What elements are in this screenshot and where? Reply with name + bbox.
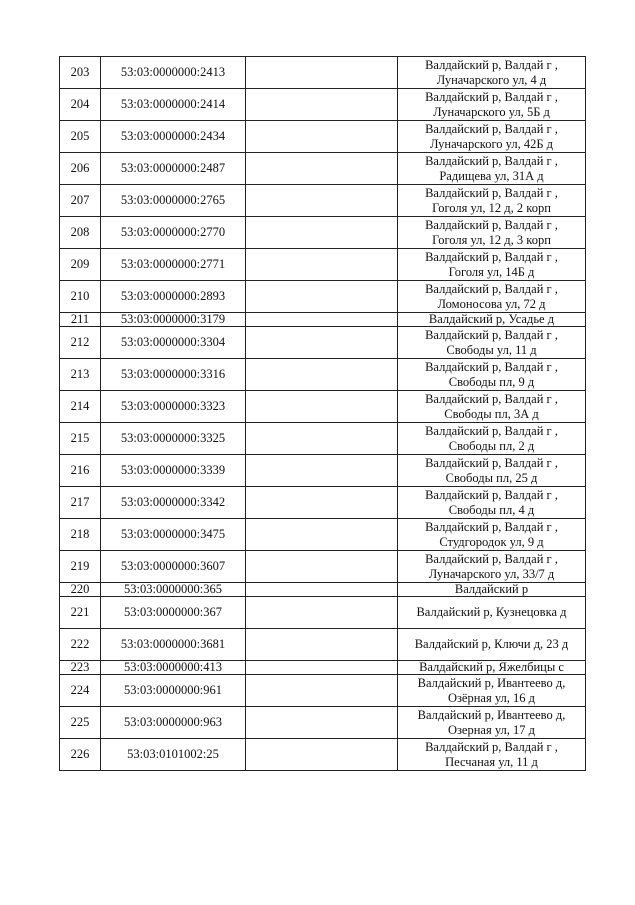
property-registry-table [59, 56, 586, 771]
cadastral-number: 53:03:0101002:25 [101, 739, 246, 771]
address-line: Луначарского ул, 33/7 д [428, 566, 555, 581]
empty-cell [246, 519, 398, 551]
row-number: 223 [60, 661, 101, 675]
table-row [60, 89, 586, 121]
address-line: Валдайский р, Усадье д [428, 312, 555, 326]
empty-cell [246, 281, 398, 313]
address-cell [398, 675, 586, 707]
cadastral-number: 53:03:0000000:3607 [101, 551, 246, 583]
address-line: Валдайский р, Валдай г , [425, 519, 558, 534]
address-line: Валдайский р, Ивантеево д, [417, 707, 566, 722]
address-cell [398, 217, 586, 249]
cadastral-number: 53:03:0000000:963 [101, 707, 246, 739]
address-cell [398, 249, 586, 281]
address-line: Валдайский р, Валдай г , [425, 185, 558, 200]
cadastral-number: 53:03:0000000:2413 [101, 57, 246, 89]
address-line: Валдайский р [454, 582, 529, 596]
table-row [60, 629, 586, 661]
row-number: 210 [60, 281, 101, 313]
address-line: Валдайский р, Валдай г , [425, 551, 558, 566]
cadastral-number: 53:03:0000000:3179 [101, 313, 246, 327]
address-line: Свободы пл, 3А д [444, 406, 539, 421]
row-number: 222 [60, 629, 101, 661]
address-cell [398, 739, 586, 771]
cadastral-number: 53:03:0000000:3681 [101, 629, 246, 661]
table-row [60, 327, 586, 359]
address-line: Валдайский р, Валдай г , [425, 359, 558, 374]
empty-cell [246, 707, 398, 739]
cadastral-number: 53:03:0000000:2893 [101, 281, 246, 313]
cadastral-number: 53:03:0000000:961 [101, 675, 246, 707]
table-row [60, 597, 586, 629]
address-cell [398, 455, 586, 487]
row-number: 224 [60, 675, 101, 707]
address-cell [398, 327, 586, 359]
row-number: 221 [60, 597, 101, 629]
table-row [60, 423, 586, 455]
empty-cell [246, 423, 398, 455]
cadastral-number: 53:03:0000000:3339 [101, 455, 246, 487]
address-line: Валдайский р, Валдай г , [425, 89, 558, 104]
address-line: Свободы пл, 4 д [448, 502, 535, 517]
row-number: 213 [60, 359, 101, 391]
empty-cell [246, 185, 398, 217]
row-number: 225 [60, 707, 101, 739]
table-row [60, 583, 586, 597]
address-cell [398, 661, 586, 675]
row-number: 203 [60, 57, 101, 89]
table-row [60, 121, 586, 153]
address-line: Свободы пл, 9 д [448, 374, 535, 389]
address-cell [398, 519, 586, 551]
address-line: Валдайский р, Ивантеево д, [417, 675, 566, 690]
row-number: 212 [60, 327, 101, 359]
address-line: Луначарского ул, 4 д [436, 72, 547, 87]
row-number: 207 [60, 185, 101, 217]
address-line: Озерная ул, 17 д [447, 722, 536, 737]
address-line: Валдайский р, Валдай г , [425, 327, 558, 342]
address-line: Студгородок ул, 9 д [439, 534, 544, 549]
address-line: Свободы пл, 2 д [448, 438, 535, 453]
address-line: Гоголя ул, 12 д, 3 корп [432, 232, 551, 247]
row-number: 216 [60, 455, 101, 487]
table-row [60, 487, 586, 519]
cadastral-number: 53:03:0000000:3304 [101, 327, 246, 359]
row-number: 214 [60, 391, 101, 423]
cadastral-number: 53:03:0000000:3325 [101, 423, 246, 455]
address-line: Валдайский р, Валдай г , [425, 391, 558, 406]
empty-cell [246, 551, 398, 583]
address-cell [398, 629, 586, 661]
table-row [60, 707, 586, 739]
address-line: Валдайский р, Яжелбицы с [419, 660, 564, 674]
cadastral-number: 53:03:0000000:3323 [101, 391, 246, 423]
empty-cell [246, 57, 398, 89]
address-cell [398, 359, 586, 391]
cadastral-number: 53:03:0000000:3475 [101, 519, 246, 551]
empty-cell [246, 629, 398, 661]
cadastral-number: 53:03:0000000:367 [101, 597, 246, 629]
address-line: Валдайский р, Валдай г , [425, 153, 558, 168]
empty-cell [246, 391, 398, 423]
row-number: 218 [60, 519, 101, 551]
row-number: 204 [60, 89, 101, 121]
table-row [60, 281, 586, 313]
table-row [60, 57, 586, 89]
cadastral-number: 53:03:0000000:365 [101, 583, 246, 597]
table-row [60, 661, 586, 675]
empty-cell [246, 89, 398, 121]
address-line: Валдайский р, Валдай г , [425, 217, 558, 232]
address-cell [398, 707, 586, 739]
empty-cell [246, 455, 398, 487]
address-line: Валдайский р, Валдай г , [425, 487, 558, 502]
registry-body [60, 57, 586, 771]
address-cell [398, 281, 586, 313]
empty-cell [246, 675, 398, 707]
address-cell [398, 313, 586, 327]
cadastral-number: 53:03:0000000:2487 [101, 153, 246, 185]
table-row [60, 217, 586, 249]
address-cell [398, 153, 586, 185]
row-number: 206 [60, 153, 101, 185]
address-line: Свободы ул, 11 д [446, 342, 537, 357]
table-row [60, 359, 586, 391]
cadastral-number: 53:03:0000000:2434 [101, 121, 246, 153]
address-line: Валдайский р, Валдай г , [425, 739, 558, 754]
row-number: 211 [60, 313, 101, 327]
empty-cell [246, 327, 398, 359]
table-row [60, 551, 586, 583]
empty-cell [246, 739, 398, 771]
row-number: 219 [60, 551, 101, 583]
empty-cell [246, 249, 398, 281]
address-line: Валдайский р, Валдай г , [425, 455, 558, 470]
row-number: 208 [60, 217, 101, 249]
address-line: Валдайский р, Ключи д, 23 д [414, 637, 569, 651]
cadastral-number: 53:03:0000000:413 [101, 661, 246, 675]
row-number: 226 [60, 739, 101, 771]
address-line: Песчаная ул, 11 д [445, 754, 538, 769]
address-line: Валдайский р, Валдай г , [425, 281, 558, 296]
table-row [60, 249, 586, 281]
table-row [60, 739, 586, 771]
address-line: Валдайский р, Валдай г , [425, 423, 558, 438]
row-number: 215 [60, 423, 101, 455]
row-number: 209 [60, 249, 101, 281]
table-row [60, 391, 586, 423]
address-line: Валдайский р, Валдай г , [425, 57, 558, 72]
table-row [60, 313, 586, 327]
table-row [60, 675, 586, 707]
cadastral-number: 53:03:0000000:3316 [101, 359, 246, 391]
address-cell [398, 391, 586, 423]
address-line: Валдайский р, Валдай г , [425, 121, 558, 136]
address-line: Ломоносова ул, 72 д [437, 296, 546, 311]
empty-cell [246, 487, 398, 519]
address-line: Озёрная ул, 16 д [447, 690, 536, 705]
address-line: Радищева ул, 31А д [439, 168, 544, 183]
address-cell [398, 583, 586, 597]
empty-cell [246, 217, 398, 249]
table-row [60, 519, 586, 551]
table-row [60, 185, 586, 217]
table-row [60, 153, 586, 185]
address-cell [398, 121, 586, 153]
empty-cell [246, 313, 398, 327]
empty-cell [246, 153, 398, 185]
cadastral-number: 53:03:0000000:2771 [101, 249, 246, 281]
address-cell [398, 551, 586, 583]
address-cell [398, 57, 586, 89]
empty-cell [246, 597, 398, 629]
cadastral-number: 53:03:0000000:2770 [101, 217, 246, 249]
cadastral-number: 53:03:0000000:2765 [101, 185, 246, 217]
address-cell [398, 597, 586, 629]
address-line: Гоголя ул, 14Б д [448, 264, 535, 279]
address-cell [398, 487, 586, 519]
row-number: 205 [60, 121, 101, 153]
row-number: 217 [60, 487, 101, 519]
empty-cell [246, 121, 398, 153]
cadastral-number: 53:03:0000000:3342 [101, 487, 246, 519]
table-row [60, 455, 586, 487]
cadastral-number: 53:03:0000000:2414 [101, 89, 246, 121]
empty-cell [246, 583, 398, 597]
address-cell [398, 185, 586, 217]
address-line: Луначарского ул, 42Б д [429, 136, 554, 151]
address-line: Гоголя ул, 12 д, 2 корп [432, 200, 551, 215]
empty-cell [246, 359, 398, 391]
address-line: Луначарского ул, 5Б д [433, 104, 550, 119]
empty-cell [246, 661, 398, 675]
address-cell [398, 89, 586, 121]
row-number: 220 [60, 583, 101, 597]
address-cell [398, 423, 586, 455]
address-line: Валдайский р, Кузнецовка д [416, 605, 567, 619]
address-line: Валдайский р, Валдай г , [425, 249, 558, 264]
address-line: Свободы пл, 25 д [445, 470, 538, 485]
